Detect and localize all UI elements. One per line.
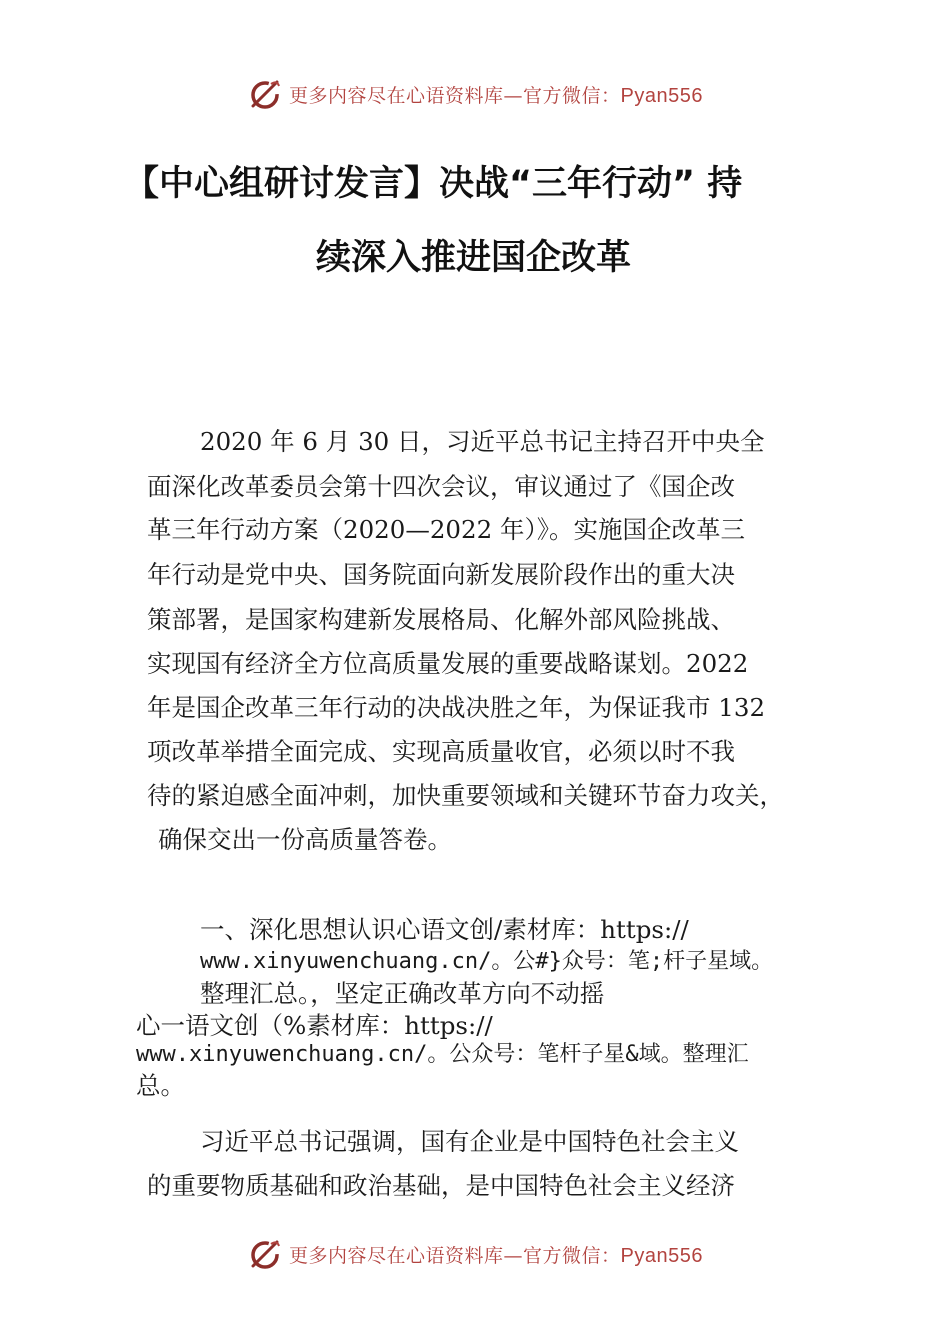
section-1-line-4: 心一语文创（%素材库：https://	[136, 1011, 493, 1040]
section-1-line-6: 总。	[136, 1071, 185, 1100]
section-1-line-2: www.xinyuwenchuang.cn/。公#}众号：笔;杆子星域。	[200, 949, 774, 974]
paragraph-1-line-4: 年行动是党中央、国务院面向新发展阶段作出的重大决	[147, 560, 735, 589]
brush-logo-icon	[247, 1236, 283, 1272]
watermark-text: 更多内容尽在心语资料库—官方微信：Pyan556	[289, 1244, 703, 1267]
paragraph-1-line-2: 面深化改革委员会第十四次会议，审议通过了《国企改	[147, 472, 735, 501]
header-watermark-banner	[0, 72, 950, 116]
wechat-id: Pyan556	[620, 84, 703, 107]
document-title-line-1: 【中心组研讨发言】决战“三年行动” 持	[124, 164, 743, 204]
wechat-id: Pyan556	[620, 1244, 703, 1267]
paragraph-1-line-5: 策部署，是国家构建新发展格局、化解外部风险挑战、	[147, 605, 735, 634]
footer-watermark-banner	[0, 1232, 950, 1276]
watermark-text: 更多内容尽在心语资料库—官方微信：Pyan556	[289, 84, 703, 107]
section-1-line-3: 整理汇总。，坚定正确改革方向不动摇	[200, 979, 605, 1008]
paragraph-2-line-1: 习近平总书记强调，国有企业是中国特色社会主义	[200, 1127, 739, 1156]
brush-logo-icon	[247, 76, 283, 112]
paragraph-1-line-3: 革三年行动方案（2020—2022 年）》。实施国企改革三	[147, 515, 745, 544]
document-title-line-2: 续深入推进国企改革	[316, 238, 632, 278]
paragraph-1-line-7: 年是国企改革三年行动的决战决胜之年，为保证我市 132	[147, 693, 766, 722]
section-1-line-5: www.xinyuwenchuang.cn/。公众号：笔杆子星&域。整理汇	[136, 1042, 749, 1067]
paragraph-1-line-10: 确保交出一份高质量答卷。	[158, 825, 452, 854]
paragraph-1-line-9: 待的紧迫感全面冲刺，加快重要领域和关键环节奋力攻关，	[147, 781, 784, 810]
section-1-line-1: 一、深化思想认识心语文创/素材库：https://	[200, 915, 689, 944]
paragraph-1-line-6: 实现国有经济全方位高质量发展的重要战略谋划。2022	[147, 649, 749, 678]
paragraph-1-line-8: 项改革举措全面完成、实现高质量收官，必须以时不我	[147, 737, 735, 766]
paragraph-2-line-2: 的重要物质基础和政治基础，是中国特色社会主义经济	[147, 1171, 735, 1200]
paragraph-1-line-1: 2020 年 6 月 30 日，习近平总书记主持召开中央全	[200, 427, 765, 456]
